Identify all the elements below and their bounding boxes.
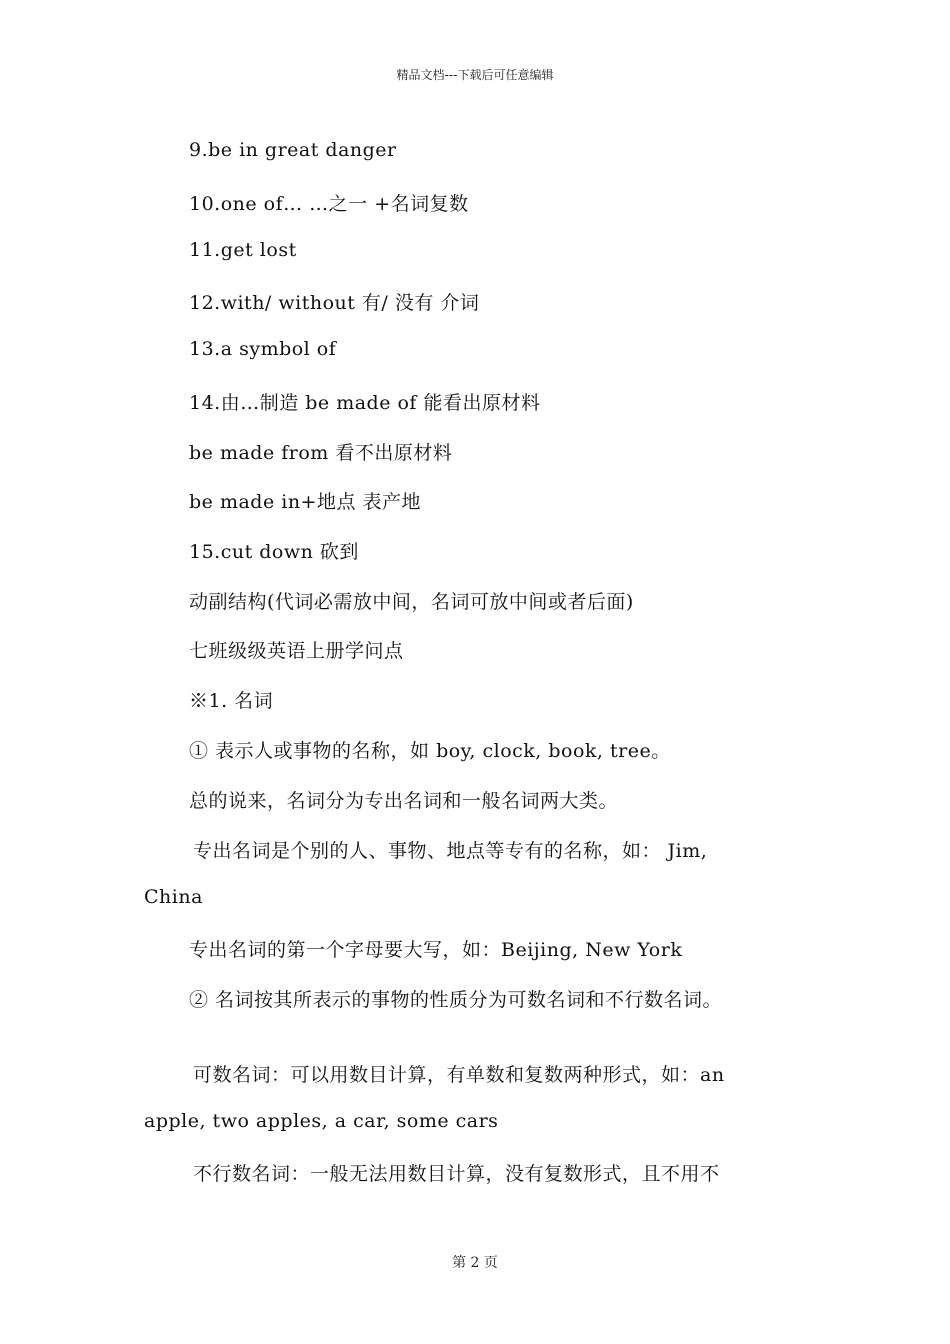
- text-line: 12.with/ without 有/ 没有 介词: [189, 292, 480, 314]
- text-line: 11.get lost: [189, 239, 297, 261]
- text-line: 不行数名词：一般无法用数目计算，没有复数形式，且不用不: [193, 1163, 720, 1185]
- page-header: 精品文档---下载后可任意编辑: [396, 68, 554, 82]
- text-line: 动副结构(代词必需放中间，名词可放中间或者后面): [189, 591, 634, 613]
- text-line: 9.be in great danger: [189, 139, 397, 161]
- text-line: 专出名词的第一个字母要大写，如：Beijing, New York: [189, 939, 683, 961]
- text-line: be made from 看不出原材料: [189, 442, 453, 464]
- page-footer: 第 2 页: [452, 1255, 498, 1271]
- text-line: 专出名词是个别的人、事物、地点等专有的名称，如： Jim,: [193, 840, 708, 862]
- text-line: ① 表示人或事物的名称，如 boy, clock, book, tree。: [189, 740, 671, 762]
- text-line: 14.由…制造 be made of 能看出原材料: [189, 392, 541, 414]
- section-heading: ※1. 名词: [189, 690, 274, 712]
- text-line: 10.one of… …之一 +名词复数: [189, 193, 469, 215]
- text-line: 15.cut down 砍到: [189, 541, 359, 563]
- section-title: 七班级级英语上册学问点: [189, 640, 404, 662]
- text-line: China: [144, 886, 203, 908]
- text-line: 总的说来，名词分为专出名词和一般名词两大类。: [189, 790, 619, 812]
- text-line: 13.a symbol of: [189, 338, 337, 360]
- text-line: apple, two apples, a car, some cars: [144, 1110, 499, 1132]
- text-line: 可数名词：可以用数目计算，有单数和复数两种形式，如：an: [193, 1064, 725, 1086]
- text-line: ② 名词按其所表示的事物的性质分为可数名词和不行数名词。: [189, 989, 723, 1011]
- text-line: be made in+地点 表产地: [189, 491, 422, 513]
